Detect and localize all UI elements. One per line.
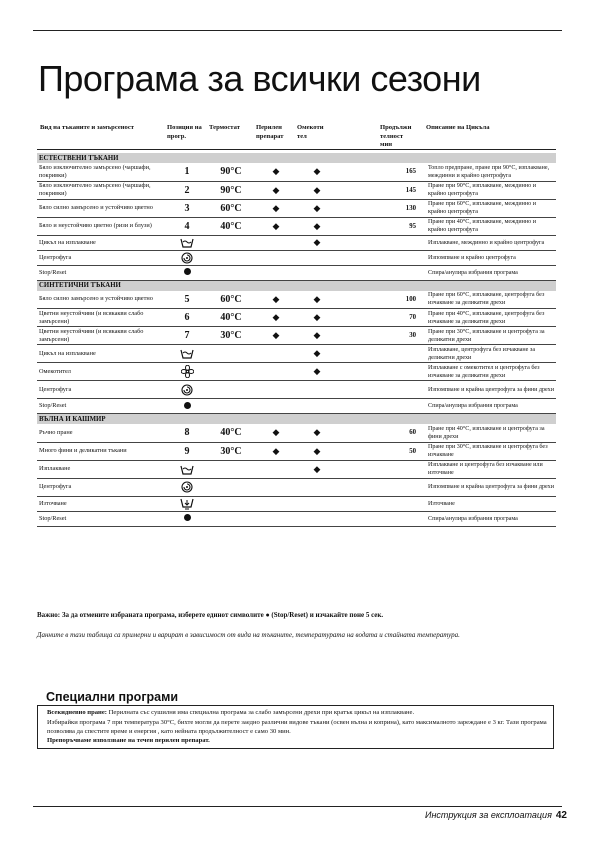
special-programs-text — [47, 708, 547, 746]
spacer-cell — [337, 235, 381, 250]
spacer-cell — [337, 199, 381, 217]
footer-rule — [33, 806, 562, 807]
temperature-cell — [207, 235, 255, 250]
section-title: ЕСТЕСТВЕНИ ТЪКАНИ — [37, 153, 556, 163]
table-disclaimer: Данните в тази таблица са примерни и варират в зависимост от вида на тъканите, температурата на водата и стайната температура. — [37, 631, 460, 639]
header-duration: Продължи телност мин — [380, 124, 412, 148]
detergent-cell — [255, 309, 297, 327]
position-cell — [167, 399, 207, 414]
temperature-cell — [207, 460, 255, 478]
spacer-cell — [337, 460, 381, 478]
rinse-icon — [180, 463, 194, 474]
temperature-cell — [207, 363, 255, 381]
softener-cell — [297, 181, 337, 199]
softener-cell — [297, 217, 337, 235]
duration-cell: 70 — [381, 309, 426, 327]
spacer-cell — [337, 363, 381, 381]
detergent-cell — [255, 163, 297, 181]
spin-icon — [181, 252, 193, 263]
position-cell — [167, 345, 207, 363]
program-row — [37, 363, 556, 381]
position-cell — [167, 250, 207, 265]
diamond-icon: ◆ — [313, 445, 321, 456]
temperature-cell — [207, 381, 255, 399]
duration-cell: 95 — [381, 217, 426, 235]
description-cell: Пране при 40°C, изплакване и центрофуга за фини дрехи — [426, 424, 556, 442]
spacer-cell — [337, 181, 381, 199]
section-header — [37, 153, 556, 163]
softener-cell — [297, 199, 337, 217]
softener-cell — [297, 363, 337, 381]
section-header — [37, 414, 556, 425]
position-cell: 1 — [167, 163, 207, 181]
temperature-cell: 30°C — [207, 327, 255, 345]
description-cell: Спира/анулира избрания програма — [426, 265, 556, 280]
fabric-cell: Центрофуга — [37, 381, 167, 399]
description-cell: Пране при 40°C, изплакване, междинно и крайно центрофуга — [426, 217, 556, 235]
diamond-icon: ◆ — [313, 463, 321, 474]
program-row — [37, 381, 556, 399]
description-cell: Изпомпване и крайна центрофуга за фини дрехи — [426, 381, 556, 399]
fabric-cell: Цветни неустойчиви (и всякакви слабо замърсени) — [37, 327, 167, 345]
fabric-cell: Бяло силно замърсено и устойчиво цветно — [37, 291, 167, 309]
program-row — [37, 399, 556, 414]
detergent-cell — [255, 363, 297, 381]
duration-cell — [381, 265, 426, 280]
diamond-icon: ◆ — [313, 237, 321, 247]
position-cell: 2 — [167, 181, 207, 199]
temperature-cell: 60°C — [207, 199, 255, 217]
fabric-cell: Изплакване — [37, 460, 167, 478]
duration-cell — [381, 250, 426, 265]
duration-cell — [381, 496, 426, 511]
spacer-cell — [337, 496, 381, 511]
program-row — [37, 181, 556, 199]
description-cell: Изплакване, центрофуга без изчакване за деликатни дрехи — [426, 345, 556, 363]
softener-cell — [297, 424, 337, 442]
detergent-cell — [255, 199, 297, 217]
page-title: Програма за всички сезони — [38, 58, 481, 99]
position-cell: 8 — [167, 424, 207, 442]
duration-cell: 130 — [381, 199, 426, 217]
diamond-icon: ◆ — [272, 312, 280, 322]
duration-cell — [381, 363, 426, 381]
program-table — [37, 151, 556, 527]
fabric-cell: Цикъл на изплакване — [37, 235, 167, 250]
header-detergent: Перилен препарат — [256, 124, 284, 140]
fabric-cell: Stop/Reset — [37, 511, 167, 526]
detergent-cell — [255, 399, 297, 414]
header-softener: Омекоти тел — [297, 124, 324, 140]
softener-cell — [297, 496, 337, 511]
description-cell: Пране при 30°C, изплакване и центрофуга без изчакване — [426, 442, 556, 460]
temperature-cell — [207, 265, 255, 280]
daily-wash-lead: Всекидневно пране: — [47, 709, 107, 716]
detergent-cell — [255, 181, 297, 199]
program-row — [37, 291, 556, 309]
softener-cell — [297, 163, 337, 181]
temperature-cell — [207, 478, 255, 496]
rinse-icon — [180, 348, 194, 359]
header-thermostat: Термостат — [209, 124, 240, 131]
program-row — [37, 442, 556, 460]
softener-cell — [297, 265, 337, 280]
temperature-cell: 90°C — [207, 163, 255, 181]
section-title: СИНТЕТИЧНИ ТЪКАНИ — [37, 280, 556, 291]
detergent-cell — [255, 327, 297, 345]
stop-reset-icon — [184, 513, 191, 524]
spacer-cell — [337, 478, 381, 496]
diamond-icon: ◆ — [313, 427, 321, 438]
position-cell: 4 — [167, 217, 207, 235]
diamond-icon: ◆ — [313, 202, 321, 213]
special-programs-heading: Специални програми — [46, 690, 179, 704]
program-row — [37, 163, 556, 181]
spacer-cell — [337, 399, 381, 414]
spacer-cell — [337, 250, 381, 265]
duration-cell: 165 — [381, 163, 426, 181]
softener-cell — [297, 511, 337, 526]
position-cell — [167, 363, 207, 381]
duration-cell — [381, 511, 426, 526]
position-cell — [167, 496, 207, 511]
fabric-cell: Източване — [37, 496, 167, 511]
detergent-cell — [255, 265, 297, 280]
stop-reset-icon — [184, 401, 191, 412]
program-row — [37, 309, 556, 327]
softener-cell — [297, 309, 337, 327]
program-row — [37, 265, 556, 280]
header-fabric: Вид на тъканите и замърсеност — [40, 124, 135, 131]
fabric-cell: Бяло изключително замърсено (чаршафи, покривки) — [37, 163, 167, 181]
description-cell: Пране при 40°C, изплакване, центрофуга без изчакване за деликатни дрехи — [426, 309, 556, 327]
program-row — [37, 199, 556, 217]
fabric-cell: Цветни неустойчиви (и всякакви слабо замърсени) — [37, 309, 167, 327]
spin-icon — [181, 384, 193, 395]
program-row — [37, 478, 556, 496]
detergent-cell — [255, 235, 297, 250]
spacer-cell — [337, 424, 381, 442]
duration-cell: 50 — [381, 442, 426, 460]
program-row — [37, 460, 556, 478]
softener-cell — [297, 327, 337, 345]
program-row — [37, 496, 556, 511]
softener-cell — [297, 442, 337, 460]
duration-cell — [381, 345, 426, 363]
drain-icon — [180, 498, 194, 509]
top-rule — [33, 30, 562, 31]
spacer-cell — [337, 163, 381, 181]
softener-cell — [297, 291, 337, 309]
description-cell: Пране при 90°C, изплакване, междинно и крайно центрофуга — [426, 181, 556, 199]
page-number: 42 — [555, 810, 567, 821]
description-cell: Източване — [426, 496, 556, 511]
softener-cell — [297, 345, 337, 363]
fabric-cell: Бяло силно замърсено и устойчиво цветно — [37, 199, 167, 217]
detergent-cell — [255, 381, 297, 399]
fabric-cell: Омекотител — [37, 363, 167, 381]
temperature-cell: 90°C — [207, 181, 255, 199]
program-row — [37, 217, 556, 235]
fabric-cell: Центрофуга — [37, 250, 167, 265]
temperature-cell: 30°C — [207, 442, 255, 460]
temperature-cell — [207, 399, 255, 414]
temperature-cell: 60°C — [207, 291, 255, 309]
stop-reset-note: Важно: За да отмените избраната програма, изберете единот символите ● (Stop/Reset) и изчакайте поне 5 сек. — [37, 611, 384, 619]
description-cell: Изплакване, междинно и крайно центрофуга — [426, 235, 556, 250]
diamond-icon: ◆ — [313, 330, 321, 340]
diamond-icon: ◆ — [272, 427, 280, 438]
detergent-cell — [255, 250, 297, 265]
header-description: Описание на Цикъла — [426, 124, 490, 131]
program-row — [37, 235, 556, 250]
detergent-cell — [255, 424, 297, 442]
diamond-icon: ◆ — [313, 184, 321, 195]
description-cell: Изплакване с омекотител и центрофуга без изчакване за деликатни дрехи — [426, 363, 556, 381]
diamond-icon: ◆ — [313, 348, 321, 358]
description-cell: Пране при 30°C, изплакване и центрофуга за деликатни дрехи — [426, 327, 556, 345]
diamond-icon: ◆ — [272, 166, 280, 177]
fabric-cell: Stop/Reset — [37, 265, 167, 280]
detergent-cell — [255, 217, 297, 235]
spacer-cell — [337, 327, 381, 345]
fabric-cell: Бяло изключително замърсено (чаршафи, покривки) — [37, 181, 167, 199]
diamond-icon: ◆ — [313, 312, 321, 322]
diamond-icon: ◆ — [272, 220, 280, 231]
duration-cell — [381, 381, 426, 399]
detergent-cell — [255, 496, 297, 511]
section-header — [37, 280, 556, 291]
spacer-cell — [337, 511, 381, 526]
header-rule — [37, 149, 556, 150]
duration-cell — [381, 235, 426, 250]
section-title: ВЪЛНА И КАШМИР — [37, 414, 556, 425]
fabric-cell: Много фини и деликатни тъкани — [37, 442, 167, 460]
temperature-cell — [207, 250, 255, 265]
detergent-cell — [255, 345, 297, 363]
diamond-icon: ◆ — [272, 445, 280, 456]
softener-cell — [297, 399, 337, 414]
fabric-cell: Stop/Reset — [37, 399, 167, 414]
fabric-cell: Цикъл на изплакване — [37, 345, 167, 363]
rinse-icon — [180, 237, 194, 248]
diamond-icon: ◆ — [313, 366, 321, 376]
diamond-icon: ◆ — [272, 293, 280, 304]
temperature-cell: 40°C — [207, 217, 255, 235]
page-footer — [425, 810, 567, 821]
softener-cell — [297, 478, 337, 496]
spacer-cell — [337, 345, 381, 363]
position-cell: 6 — [167, 309, 207, 327]
detergent-cell — [255, 442, 297, 460]
description-cell: Спира/анулира избрания програма — [426, 511, 556, 526]
diamond-icon: ◆ — [272, 330, 280, 340]
softener-cell — [297, 250, 337, 265]
fabric-cell: Центрофуга — [37, 478, 167, 496]
position-cell: 3 — [167, 199, 207, 217]
spacer-cell — [337, 265, 381, 280]
temperature-cell — [207, 496, 255, 511]
duration-cell: 145 — [381, 181, 426, 199]
program-row — [37, 511, 556, 526]
program-row — [37, 424, 556, 442]
stop-reset-icon — [184, 267, 191, 278]
description-cell: Изпомпване и крайна центрофуга за фини дрехи — [426, 478, 556, 496]
daily-wash-intro: Перилната със сушилня има специална програма за слабо замърсени дрехи при кратък цикъл на изплакване. — [106, 709, 415, 716]
spacer-cell — [337, 309, 381, 327]
duration-cell — [381, 399, 426, 414]
diamond-icon: ◆ — [313, 166, 321, 177]
diamond-icon: ◆ — [313, 220, 321, 231]
diamond-icon: ◆ — [313, 293, 321, 304]
spacer-cell — [337, 381, 381, 399]
spin-icon — [181, 481, 193, 492]
diamond-icon: ◆ — [272, 184, 280, 195]
position-cell — [167, 381, 207, 399]
fabric-cell: Бяло и неустойчиво цветно (ризи и блузи) — [37, 217, 167, 235]
temperature-cell — [207, 511, 255, 526]
detergent-cell — [255, 291, 297, 309]
temperature-cell — [207, 345, 255, 363]
temperature-cell: 40°C — [207, 424, 255, 442]
program-row — [37, 345, 556, 363]
description-cell: Изпомпване и крайно центрофуга — [426, 250, 556, 265]
spacer-cell — [337, 442, 381, 460]
duration-cell — [381, 460, 426, 478]
softener-cell — [297, 381, 337, 399]
program-row — [37, 327, 556, 345]
duration-cell: 100 — [381, 291, 426, 309]
description-cell: Пране при 60°C, изплакване, центрофуга без изчакване за деликатни дрехи — [426, 291, 556, 309]
softener-cell — [297, 235, 337, 250]
fabric-cell: Ръчно пране — [37, 424, 167, 442]
softener-icon — [181, 366, 194, 377]
duration-cell: 30 — [381, 327, 426, 345]
position-cell: 9 — [167, 442, 207, 460]
position-cell — [167, 511, 207, 526]
daily-wash-details: Избирайки програма 7 при температура 30°C, бихте могли да перете заедно различни видове тъкани (освен вълна и коприна), като максималното зареждане е 3 кг. Тази програма позволява да спестите време и енергия , като нейната продължителност е само 30 мин. — [47, 719, 547, 735]
position-cell — [167, 478, 207, 496]
description-cell: Пране при 60°C, изплакване, междинно и крайно центрофуга — [426, 199, 556, 217]
spacer-cell — [337, 217, 381, 235]
detergent-cell — [255, 478, 297, 496]
description-cell: Спира/анулира избрания програма — [426, 399, 556, 414]
detergent-cell — [255, 511, 297, 526]
position-cell — [167, 460, 207, 478]
duration-cell: 60 — [381, 424, 426, 442]
description-cell: Изплакване и центрофуга без изчакване или източване — [426, 460, 556, 478]
temperature-cell: 40°C — [207, 309, 255, 327]
header-position: Позиция на прогр. — [167, 124, 202, 140]
diamond-icon: ◆ — [272, 202, 280, 213]
position-cell: 5 — [167, 291, 207, 309]
manual-label: Инструкция за експлоатация — [425, 810, 552, 820]
program-row — [37, 250, 556, 265]
description-cell: Топло предпране, пране при 90°C, изплакване, междинни и крайно центрофуга — [426, 163, 556, 181]
softener-cell — [297, 460, 337, 478]
duration-cell — [381, 478, 426, 496]
daily-wash-recommendation: Препоръчваме използване на течен перилен препарат. — [47, 737, 210, 744]
position-cell — [167, 265, 207, 280]
position-cell — [167, 235, 207, 250]
detergent-cell — [255, 460, 297, 478]
spacer-cell — [337, 291, 381, 309]
position-cell: 7 — [167, 327, 207, 345]
